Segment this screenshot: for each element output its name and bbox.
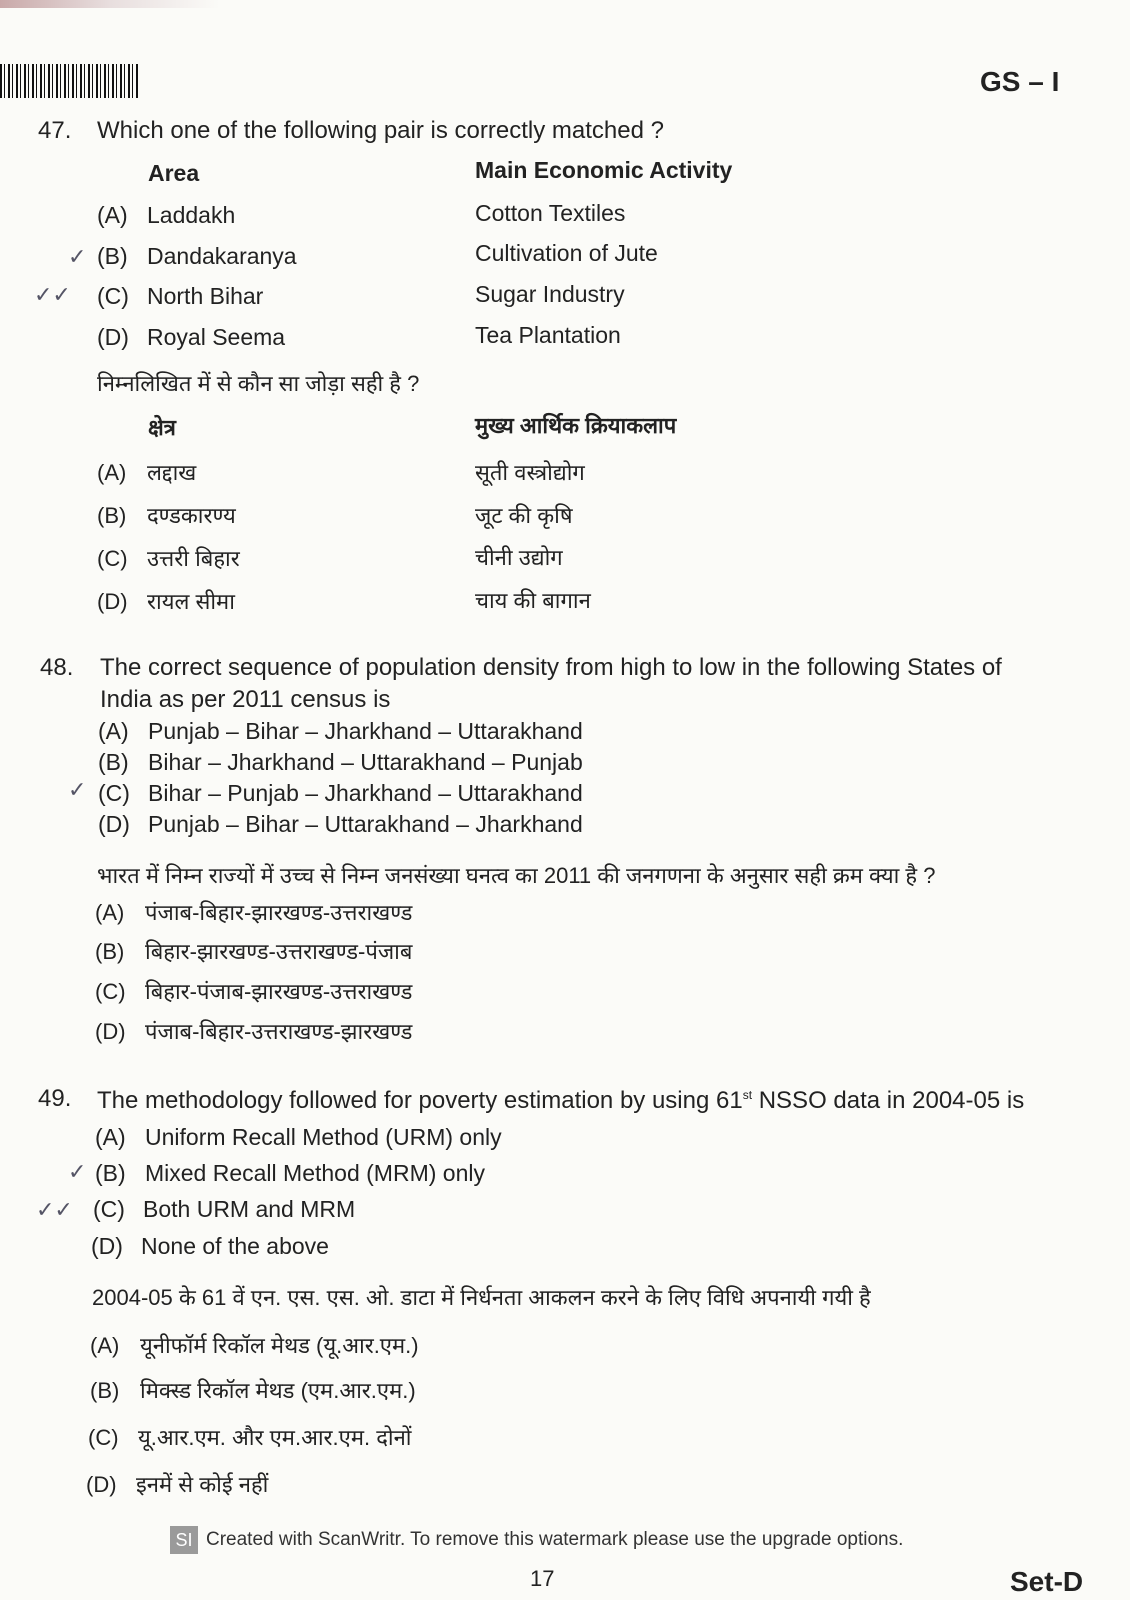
q49-hindi-option-d	[86, 1469, 268, 1499]
option-label: (A)	[95, 900, 125, 925]
option-label: (D)	[91, 1233, 123, 1259]
option-label: (B)	[90, 1378, 120, 1403]
q49-number: 49.	[38, 1085, 72, 1112]
q48-option-a	[98, 718, 583, 745]
option-label: (D)	[97, 589, 128, 614]
scan-smudge	[0, 0, 220, 8]
page-number: 17	[530, 1566, 555, 1591]
option-text: यूनीफॉर्म रिकॉल मेथड (यू.आर.एम.)	[140, 1333, 419, 1358]
option-label: (B)	[95, 939, 125, 964]
q47-option-d	[97, 324, 285, 351]
watermark-text: Created with ScanWritr. To remove this watermark please use the upgrade options.	[206, 1529, 904, 1550]
watermark	[170, 1526, 903, 1554]
q47-hindi-col-area: क्षेत्र	[148, 415, 176, 440]
q48-hindi-option-c	[95, 976, 412, 1006]
option-text: None of the above	[141, 1233, 329, 1259]
q48-option-b	[98, 749, 583, 776]
q49-hindi-text: 2004-05 के 61 वें एन. एस. एस. ओ. डाटा में निर्धनता आकलन करने के लिए विधि अपनायी गयी है	[92, 1285, 871, 1310]
q49-hindi-option-c	[88, 1422, 412, 1452]
option-text: Bihar – Punjab – Jharkhand – Uttarakhand	[148, 780, 583, 806]
option-text: पंजाब-बिहार-झारखण्ड-उत्तराखण्ड	[145, 900, 413, 925]
handwritten-mark-icon: ✓✓	[34, 283, 71, 308]
q47-option-b	[97, 243, 297, 270]
q47-hindi-option-b-activity: जूट की कृषि	[475, 503, 573, 528]
option-text: Uniform Recall Method (URM) only	[145, 1124, 502, 1150]
option-area: North Bihar	[147, 283, 264, 309]
q49-text-post: NSSO data in 2004-05 is	[752, 1087, 1025, 1114]
option-label: (D)	[95, 1019, 126, 1044]
q47-option-d-activity: Tea Plantation	[475, 322, 621, 348]
option-label: (B)	[97, 243, 128, 269]
q48-text-line1: The correct sequence of population density from high to low in the following States of	[100, 654, 1002, 681]
checkmark-icon: ✓	[68, 245, 87, 270]
option-text: मिक्स्ड रिकॉल मेथड (एम.आर.एम.)	[140, 1378, 416, 1403]
q47-hindi-option-a	[97, 457, 196, 487]
q47-hindi-option-c	[97, 543, 240, 573]
option-label: (B)	[95, 1160, 126, 1186]
option-label: (C)	[97, 283, 129, 309]
q47-hindi-option-d	[97, 586, 235, 616]
q47-hindi-option-b	[97, 500, 236, 530]
q49-text-pre: The methodology followed for poverty estimation by using 61	[97, 1087, 743, 1114]
q48-number: 48.	[40, 654, 74, 681]
option-label: (C)	[95, 979, 126, 1004]
q49-hindi-option-a	[90, 1330, 419, 1360]
scanwritr-logo-icon: SI	[170, 1526, 198, 1554]
q49-option-a	[95, 1124, 502, 1151]
q47-option-b-activity: Cultivation of Jute	[475, 240, 658, 266]
q47-option-a-activity: Cotton Textiles	[475, 200, 626, 226]
option-label: (B)	[97, 503, 127, 528]
q48-hindi-option-a	[95, 897, 412, 927]
q48-hindi-option-b	[95, 936, 412, 966]
q48-option-d	[98, 811, 583, 838]
q47-hindi-option-a-activity: सूती वस्त्रोद्योग	[475, 460, 585, 485]
option-label: (D)	[98, 811, 130, 837]
q47-option-a	[97, 202, 235, 229]
barcode	[0, 64, 140, 98]
option-text: Bihar – Jharkhand – Uttarakhand – Punjab	[148, 749, 583, 775]
option-text: इनमें से कोई नहीं	[136, 1472, 269, 1497]
q47-col-area: Area	[148, 160, 200, 186]
option-label: (C)	[98, 780, 130, 806]
handwritten-mark-icon: ✓	[68, 778, 87, 803]
q49-text-sup: st	[742, 1088, 753, 1102]
handwritten-mark-icon: ✓✓	[36, 1198, 73, 1223]
checkmark-icon: ✓	[68, 1160, 87, 1185]
q47-hindi-option-d-activity: चाय की बागान	[475, 588, 591, 613]
option-text: यू.आर.एम. और एम.आर.एम. दोनों	[138, 1425, 412, 1450]
option-label: (C)	[97, 546, 128, 571]
option-text: Punjab – Bihar – Jharkhand – Uttarakhand	[148, 718, 583, 744]
q49-option-d	[91, 1233, 329, 1260]
q48-hindi-option-d	[95, 1016, 412, 1046]
q49-text	[97, 1087, 1024, 1115]
q47-col-activity: Main Economic Activity	[475, 157, 733, 183]
option-area: लद्दाख	[147, 460, 197, 485]
option-area: Dandakaranya	[147, 243, 297, 269]
option-label: (B)	[98, 749, 129, 775]
q48-hindi-text: भारत में निम्न राज्यों में उच्च से निम्न जनसंख्या घनत्व का 2011 की जनगणना के अनुसार सही क्रम क्या है ?	[97, 863, 936, 888]
option-text: Mixed Recall Method (MRM) only	[145, 1160, 485, 1186]
option-area: दण्डकारण्य	[147, 503, 236, 528]
q49-option-c	[93, 1196, 355, 1223]
q47-hindi-col-activity: मुख्य आर्थिक क्रियाकलाप	[475, 413, 677, 438]
option-area: उत्तरी बिहार	[147, 546, 240, 571]
q47-option-c-activity: Sugar Industry	[475, 281, 625, 307]
option-label: (A)	[95, 1124, 126, 1150]
q47-hindi-text: निम्नलिखित में से कौन सा जोड़ा सही है ?	[97, 371, 420, 396]
paper-code: GS – I	[980, 66, 1060, 97]
option-area: Royal Seema	[147, 324, 286, 350]
q48-text-line2: India as per 2011 census is	[100, 686, 391, 713]
option-text: Both URM and MRM	[143, 1196, 356, 1222]
option-label: (D)	[86, 1472, 117, 1497]
option-label: (C)	[88, 1425, 119, 1450]
option-label: (A)	[98, 718, 129, 744]
q47-text: Which one of the following pair is correctly matched ?	[97, 117, 664, 144]
option-text: Punjab – Bihar – Uttarakhand – Jharkhand	[148, 811, 583, 837]
q47-option-c	[97, 283, 263, 310]
option-area: Laddakh	[147, 202, 236, 228]
q49-hindi-option-b	[90, 1375, 416, 1405]
option-label: (A)	[97, 202, 128, 228]
q47-number: 47.	[38, 117, 72, 144]
option-text: पंजाब-बिहार-उत्तराखण्ड-झारखण्ड	[145, 1019, 413, 1044]
option-area: रायल सीमा	[147, 589, 235, 614]
option-label: (A)	[97, 460, 127, 485]
option-label: (A)	[90, 1333, 120, 1358]
option-text: बिहार-झारखण्ड-उत्तराखण्ड-पंजाब	[145, 939, 413, 964]
option-label: (C)	[93, 1196, 125, 1222]
q48-option-c	[98, 780, 583, 807]
option-text: बिहार-पंजाब-झारखण्ड-उत्तराखण्ड	[145, 979, 413, 1004]
option-label: (D)	[97, 324, 129, 350]
q49-option-b	[95, 1160, 485, 1187]
set-label: Set-D	[1010, 1566, 1084, 1597]
q47-hindi-option-c-activity: चीनी उद्योग	[475, 545, 563, 570]
